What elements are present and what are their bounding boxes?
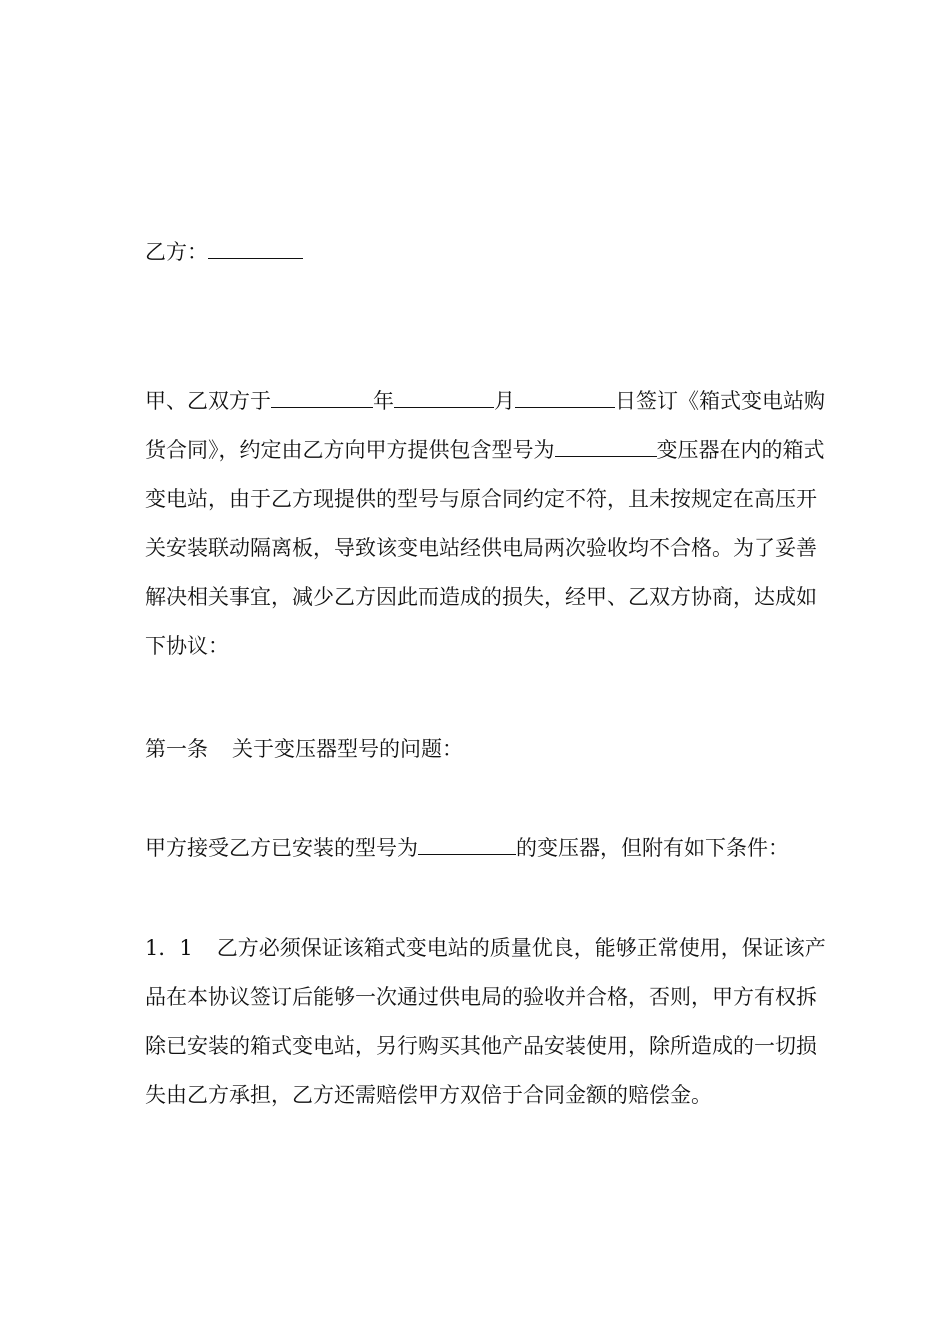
- preamble-text-1: 甲、乙双方于: [145, 389, 271, 413]
- transformer-model-blank: [555, 436, 657, 457]
- year-blank: [271, 387, 373, 408]
- clause-1-1-paragraph: [145, 924, 835, 1120]
- article-1-heading: [145, 725, 835, 774]
- clause-1-1-number: 1．1: [145, 936, 193, 960]
- party-b-label: 乙方：: [145, 240, 208, 264]
- preamble-text-3: 月: [494, 389, 515, 413]
- month-blank: [394, 387, 494, 408]
- acceptance-text-2: 的变压器，但附有如下条件：: [516, 836, 789, 860]
- article-1-number: 第一条: [145, 737, 208, 761]
- party-b-name-blank: [208, 238, 303, 259]
- acceptance-text-1: 甲方接受乙方已安装的型号为: [145, 836, 418, 860]
- clause-1-1-text: 乙方必须保证该箱式变电站的质量优良，能够正常使用，保证该产品在本协议签订后能够一次通过供电局的验收并合格，否则，甲方有权拆除已安装的箱式变电站，另行购买其他产品安装使用，除所造成的一切损失由乙方承担，乙方还需赔偿甲方双倍于合同金额的赔偿金。: [145, 936, 826, 1107]
- installed-model-blank: [418, 834, 516, 855]
- article-1-title: 关于变压器型号的问题：: [232, 737, 463, 761]
- day-blank: [515, 387, 615, 408]
- preamble-text-4: 日签订《箱式变电站购货合同》，约定由乙方向甲方提供包含型号为: [145, 389, 825, 462]
- preamble-paragraph: [145, 377, 835, 671]
- acceptance-paragraph: [145, 824, 835, 873]
- preamble-text-2: 年: [373, 389, 394, 413]
- preamble-text-5: 变压器在内的箱式变电站，由于乙方现提供的型号与原合同约定不符，且未按规定在高压开关安装联动隔离板，导致该变电站经供电局两次验收均不合格。为了妥善解决相关事宜，减少乙方因此而造成的损失，经甲、乙双方协商，达成如下协议：: [145, 438, 825, 658]
- party-b-line: [145, 228, 835, 277]
